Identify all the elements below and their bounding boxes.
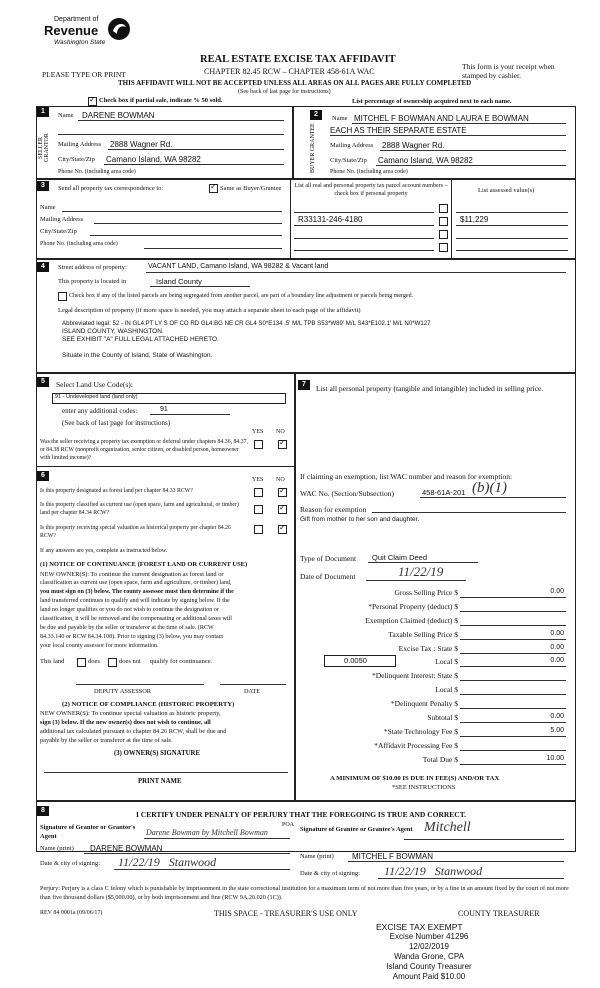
s2-city[interactable]: Camano Island, WA 98282 <box>378 156 473 165</box>
dor-logo <box>36 12 136 60</box>
notice1-g: be due and payable by the seller or transferor at the time of sale. (RCW <box>40 625 214 631</box>
parcel-header: List all real and personal property tax parcel account numbers – check box if personal property <box>294 183 448 197</box>
assessed-header: List assessed value(s) <box>478 187 535 194</box>
grantee-date[interactable]: 11/22/19 Stanwood <box>384 864 483 878</box>
s6-q2: Is this property classified as current use (open space, farm and agricultural, or timber) land per chapter 84.34 RCW? <box>40 502 239 516</box>
parcel-checkbox-2[interactable] <box>439 217 448 226</box>
grantor-name[interactable]: DARENE BOWMAN <box>90 844 163 853</box>
notice2-d: payable by the seller or transferor at the time of sale. <box>40 737 173 744</box>
stamp-line: Amount Paid $10.00 <box>392 972 466 981</box>
see-instructions: *SEE INSTRUCTIONS <box>392 784 456 791</box>
tax-row-value[interactable]: 0.00 <box>550 630 564 637</box>
land-use-code: 91 - Undeveloped land (land only) <box>55 394 138 400</box>
doc-type[interactable]: Quit Claim Deed <box>372 553 428 562</box>
notice1-title: (1) NOTICE OF CONTINUANCE (FOREST LAND OR CURRENT USE) <box>40 561 248 568</box>
owner-signature-line[interactable] <box>44 772 288 773</box>
s6-q3-no[interactable] <box>278 525 287 534</box>
parcel-checkbox-4[interactable] <box>439 243 448 252</box>
s4-street-label: Street address of property: <box>58 264 127 271</box>
s4-located-label: This property is located in <box>58 278 127 285</box>
tax-row-value[interactable]: 5.00 <box>550 727 564 734</box>
tax-row-label: Exemption Claimed (deduct) $ <box>365 616 458 625</box>
s4-legal-label: Legal description of property (if more space is needed, you may attach a separate sheet to each page of the affidavit) <box>58 307 361 314</box>
ownership-note: List percentage of ownership acquired next to each name. <box>352 98 512 105</box>
s5-see-back: (See back of last page for instructions) <box>62 419 171 427</box>
partial-sale-label: Check box if partial sale, indicate % 50 sold. <box>99 97 223 104</box>
s5-yes-checkbox[interactable] <box>254 440 263 449</box>
s7-reason-label: Reason for exemption <box>300 505 367 514</box>
notice2-title: (2) NOTICE OF COMPLIANCE (HISTORIC PROPERTY) <box>62 701 235 708</box>
notice1-c: you must sign on (3) below. The county assessor must then determine if the <box>40 589 234 595</box>
tax-row-label: Local $ <box>435 685 458 694</box>
s7-list-label: List all personal property (tangible and intangible) included in selling price. <box>316 384 544 393</box>
section7-number: 7 <box>298 380 310 390</box>
please-type: PLEASE TYPE OR PRINT <box>42 70 126 79</box>
receipt-note: This form is your receipt when stamped by cashier. <box>462 62 555 80</box>
s6-no: NO <box>276 477 285 483</box>
s1-addr[interactable]: 2888 Wagner Rd. <box>110 140 173 149</box>
s4-street[interactable]: VACANT LAND, Camano Island, WA 98282 & Vacant land <box>148 263 329 270</box>
s6-q1-no[interactable] <box>278 488 287 497</box>
tax-row-label: Taxable Selling Price $ <box>388 630 458 639</box>
s6-q3-yes[interactable] <box>254 525 263 534</box>
s3-city-label: City/State/Zip <box>40 228 77 235</box>
perjury-note: Perjury: Perjury is a class C felony which is punishable by imprisonment in the state correctional institution for a maximum term of not more than five years, or by a fine in an amount fixed by the court of not more than five thousand dollars ($5,000.00), or by both imprisonment and fine (RCW 9A.20.020 (1C)). <box>40 885 569 901</box>
segregated-checkbox[interactable] <box>58 292 67 301</box>
s6-q1-yes[interactable] <box>254 488 263 497</box>
tax-row-label: *Delinquent Interest: State $ <box>371 671 458 680</box>
s7-doc-type-label: Type of Document <box>300 554 357 563</box>
does-not-checkbox[interactable] <box>108 658 117 667</box>
s2-city-label: City/State/Zip <box>330 157 367 164</box>
grantee-name-label: Name (print) <box>300 853 334 860</box>
s1-addr-label: Mailing Address <box>58 141 102 148</box>
s2-name2[interactable]: EACH AS THEIR SEPARATE ESTATE <box>330 126 467 135</box>
s5-exemption-q: Was the seller receiving a property tax exemption or deferral under chapters 84.36, 84.37, or 84.38 RCW (nonprofit organization, senior citizen, or disabled person, homeowner with limited income)? <box>40 439 248 461</box>
notice1-i: your local county assessor for more information. <box>40 643 159 649</box>
logo-line1: Department of <box>54 16 99 23</box>
s1-phone-label: Phone No. (including area code) <box>58 169 136 175</box>
s4-segregated: Check box if any of the listed parcels are being segregated from another parcel, are part of a boundary line adjustment or parcels being merged. <box>69 293 414 299</box>
logo-line3: Washington State <box>54 39 106 46</box>
does-label: does <box>88 658 100 665</box>
does-checkbox[interactable] <box>77 658 86 667</box>
certify-line: I CERTIFY UNDER PENALTY OF PERJURY THAT THE FOREGOING IS TRUE AND CORRECT. <box>136 810 467 819</box>
s4-situate: Situate in the County of Island, State of Washington. <box>62 352 213 359</box>
exemption-reason[interactable]: Gift from mother to her son and daughter. <box>300 516 420 523</box>
s5-no-checkbox[interactable] <box>278 440 287 449</box>
section2-number: 2 <box>310 110 322 120</box>
grantee-sig-label: Signature of Grantee or Grantee's Agent <box>300 826 413 833</box>
deputy-assessor: DEPUTY ASSESSOR <box>94 688 151 695</box>
s3-send-label: Send all property tax correspondence to: <box>58 185 164 192</box>
notice1-h: 84.33.140 or RCW 84.34.108). Prior to signing (3) below, you may contact <box>40 634 224 640</box>
treasurer-space: THIS SPACE - TREASURER'S USE ONLY <box>214 909 358 918</box>
form-subtitle: CHAPTER 82.45 RCW – CHAPTER 458-61A WAC <box>204 67 375 76</box>
seller-side-label: SELLER GRANTOR <box>38 133 50 163</box>
parcel-checkbox-3[interactable] <box>439 230 448 239</box>
s7-exemption-label: If claiming an exemption, list WAC number and reason for exemption: <box>300 472 513 481</box>
s1-name-label: Name <box>58 112 74 119</box>
tax-row-label: Local $ <box>435 657 458 666</box>
grantor-signature[interactable]: Darene Bowman by Mitchell Bowman <box>146 828 268 837</box>
s1-name[interactable]: DARENE BOWMAN <box>82 111 155 120</box>
s6-q1: Is this property designated as forest land per chapter 84.33 RCW? <box>40 488 193 494</box>
stamp-line: EXCISE TAX EXEMPT <box>376 922 463 932</box>
s3-same-as: Same as Buyer/Grantee <box>220 185 282 192</box>
rev-number: REV 84 0001a (09/06/17) <box>40 910 103 916</box>
s5-select-label: Select Land Use Code(s): <box>56 380 133 389</box>
s7-wac-label: WAC No. (Section/Subsection) <box>300 489 394 498</box>
s5-additional-label: enter any additional codes: <box>62 407 138 415</box>
s6-q3: Is this property receiving special valuation as historical property per chapter 84.26 RCW? <box>40 525 231 539</box>
tax-row-label: *Personal Property (deduct) $ <box>368 602 458 611</box>
s7-doc-date-label: Date of Document <box>300 572 356 581</box>
tax-row-value[interactable]: 10.00 <box>546 755 564 762</box>
partial-sale-checkbox[interactable] <box>88 97 97 106</box>
buyer-side-label: BUYER GRANTEE <box>310 123 316 173</box>
s2-addr[interactable]: 2888 Wagner Rd. <box>382 141 445 150</box>
same-as-buyer-checkbox[interactable] <box>209 184 218 193</box>
grantee-name[interactable]: MITCHEL F BOWMAN <box>352 852 434 861</box>
notice1-f: classification, it will be removed and the compensating or additional taxes will <box>40 616 232 622</box>
does-not-label: does not <box>119 658 141 665</box>
grantor-name-label: Name (print) <box>40 845 74 852</box>
form-title: REAL ESTATE EXCISE TAX AFFIDAVIT <box>200 54 396 65</box>
stamp-line: Excise Number 41296 <box>389 932 469 941</box>
tax-row-label: Total Due $ <box>422 755 458 764</box>
notice1-d: land transferred continues to qualify and will indicate by signing below. If the <box>40 598 230 604</box>
tax-row-value[interactable]: 0.00 <box>550 713 564 720</box>
stamp-line: 12/02/2019 <box>408 942 450 951</box>
poa-note: POA <box>282 822 295 828</box>
s4-legal3: SEE EXHIBIT "A" FULL LEGAL ATTACHED HERETO. <box>62 336 219 343</box>
tax-row-label: Subtotal $ <box>427 713 458 722</box>
tax-row-label: *Delinquent Penalty $ <box>390 699 458 708</box>
section5-number: 5 <box>37 377 49 387</box>
section8-number: 8 <box>37 806 49 816</box>
wac-number[interactable]: 458-61A-201 <box>422 488 466 497</box>
treasurer-stamp <box>364 922 494 982</box>
owner-signature-label: (3) OWNER(S) SIGNATURE <box>114 750 200 757</box>
tax-row-label: Excise Tax : State $ <box>398 644 458 653</box>
s6-q2-no[interactable] <box>278 505 287 514</box>
wac-subsection-handwritten: (b)(1) <box>472 480 507 496</box>
s6-if-yes: If any answers are yes, complete as instructed below. <box>40 548 168 554</box>
minimum-note: A MINIMUM OF $10.00 IS DUE IN FEE(S) AND/OR TAX <box>330 775 500 782</box>
grantor-date[interactable]: 11/22/19 Stanwood <box>118 855 217 869</box>
warning-line: THIS AFFIDAVIT WILL NOT BE ACCEPTED UNLESS ALL AREAS ON ALL PAGES ARE FULLY COMPLETED <box>118 79 472 87</box>
s2-name-label: Name <box>332 115 348 122</box>
tax-row-value[interactable]: 0.00 <box>550 644 564 651</box>
s4-legal2: ISLAND COUNTY, WASHINGTON. <box>62 328 164 335</box>
s6-q2-yes[interactable] <box>254 505 263 514</box>
qualify-label: qualify for continuance. <box>150 658 213 665</box>
grantor-date-label: Date & city of signing: <box>40 860 100 867</box>
land-does-label: This land <box>40 658 65 665</box>
tax-row-value[interactable]: 0.00 <box>550 588 564 595</box>
notice2-c: additional tax calculated pursuant to chapter 84.26 RCW, shall be due and <box>40 728 227 735</box>
s1-city-label: City/State/Zip <box>58 156 95 163</box>
s2-name[interactable]: MITCHEL F BOWMAN AND LAURA E BOWMAN <box>354 114 529 123</box>
tax-row-label: Gross Selling Price $ <box>394 588 458 597</box>
s4-located[interactable]: Island County <box>156 277 202 286</box>
doc-date-handwritten: 11/22/19 <box>398 564 444 579</box>
tax-row-label: *State Technology Fee $ <box>383 727 458 736</box>
local-rate: 0.0050 <box>344 656 367 665</box>
s3-addr-label: Mailing Address <box>40 216 84 223</box>
s3-name-label: Name <box>40 204 56 211</box>
section6-number: 6 <box>37 471 49 481</box>
section3-number: 3 <box>37 181 49 191</box>
parcel-checkbox-1[interactable] <box>439 204 448 213</box>
assessed-value[interactable]: $11,229 <box>460 215 489 224</box>
s5-additional-code[interactable]: 91 <box>160 406 168 413</box>
section4-number: 4 <box>37 262 49 272</box>
tax-row-value[interactable]: 0.00 <box>550 657 564 664</box>
s2-addr-label: Mailing Address <box>330 142 374 149</box>
tax-row-label: *Affidavit Processing Fee $ <box>374 741 458 750</box>
s4-legal1: Abbreviated legal: 52 - IN GL4:PT LY S OF CO RD GL4:BG NE CR GL4 S0*E134 .5' M/L TPB S53*W89' M/L S43*E102.1' M/L N0*W127 <box>62 320 431 327</box>
stamp-line: Island County Treasurer <box>386 962 472 971</box>
section7-box <box>294 372 576 802</box>
notice2-b: sign (3) below. If the new owner(s) does not wish to continue, all <box>40 719 211 726</box>
notice2-a: NEW OWNER(S): To continue special valuation as historic property, <box>40 710 221 717</box>
notice1-b: classification as current use (open space, farm and agriculture, or timber) land, <box>40 580 232 586</box>
s1-city[interactable]: Camano Island, WA 98282 <box>106 155 201 164</box>
notice1-e: land no longer qualifies or you do not wish to continue the designation or <box>40 607 219 613</box>
s3-phone-label: Phone No. (including area code) <box>40 241 118 247</box>
s2-phone-label: Phone No. (including area code) <box>330 169 408 175</box>
logo-line2: Revenue <box>44 23 99 38</box>
county-treasurer: COUNTY TREASURER <box>458 909 540 918</box>
s5-yes: YES <box>252 429 264 435</box>
s5-no: NO <box>276 429 285 435</box>
parcel-number[interactable]: R33131-246-4180 <box>298 215 363 224</box>
see-back-header: (See back of last page for instructions) <box>238 89 331 95</box>
notice1-a: NEW OWNER(S): To continue the current designation as forest land or <box>40 571 224 578</box>
deputy-date: DATE <box>244 688 261 695</box>
section1-number: 1 <box>37 107 49 117</box>
grantee-signature[interactable]: Mitchell <box>424 820 471 835</box>
grantee-date-label: Date & city of signing: <box>300 870 360 877</box>
grantor-sig-label: Signature of Grantor or Grantor's Agent <box>40 824 136 840</box>
print-name-label: PRINT NAME <box>138 778 182 785</box>
dor-swirl-icon <box>106 16 132 42</box>
s6-yes: YES <box>252 477 264 483</box>
stamp-line: Wanda Grone, CPA <box>394 952 464 961</box>
